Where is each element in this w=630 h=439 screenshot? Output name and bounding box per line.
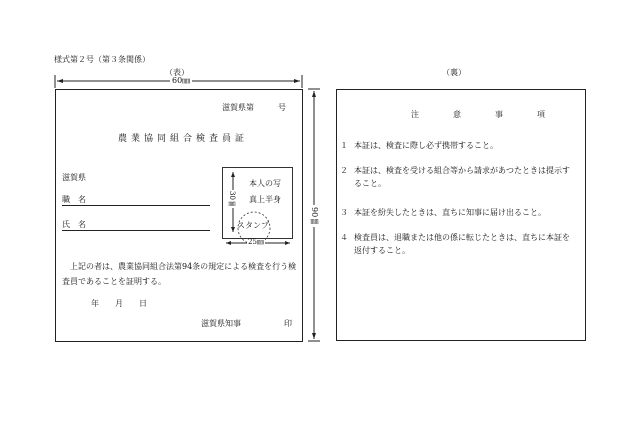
note-text: 検査員は、退職または他の係に転じたときは、直ちに本証を返付すること。	[354, 233, 570, 255]
certificate-number: 滋賀県第 号	[222, 103, 286, 112]
prefecture-label: 滋賀県	[62, 173, 86, 182]
note-number: ４	[340, 233, 348, 242]
issuer-name: 滋賀県知事	[201, 319, 241, 328]
photo-caption-line1: 本人の写	[249, 179, 281, 188]
note-number: ２	[340, 166, 348, 175]
photo-width-label: 25㎜	[248, 238, 264, 246]
note-item-1	[340, 139, 574, 152]
note-item-3	[340, 206, 574, 219]
note-text: 本証を紛失したときは、直ちに知事に届け出ること。	[354, 208, 546, 217]
note-item-4	[340, 231, 574, 257]
stamp-label: スタンプ	[237, 221, 269, 230]
note-item-2	[340, 164, 574, 190]
height-dimension-label: 90㎜	[310, 207, 319, 226]
photo-caption-line2: 真上半身	[249, 195, 281, 204]
notes-title: 注 意 事 項	[411, 110, 558, 119]
card-title: 農業協同組合検査員証	[118, 134, 249, 144]
seal-mark: 印	[284, 319, 292, 328]
issue-date: 年 月 日	[91, 299, 147, 308]
photo-height-label: 30㎜	[228, 191, 236, 207]
note-number: １	[340, 141, 348, 150]
position-label: 職 名	[62, 195, 86, 204]
form-number: 様式第２号（第３条関係）	[54, 55, 150, 64]
back-side-label: （裏）	[442, 68, 466, 77]
front-side-label: （表）	[165, 68, 189, 77]
note-text: 本証は、検査に際し必ず携帯すること。	[354, 141, 498, 150]
width-dimension-label: 60㎜	[172, 76, 191, 85]
certification-text: 上記の者は、農業協同組合法第94条の規定による検査を行う検査員であることを証明する。	[62, 262, 297, 286]
note-text: 本証は、検査を受ける組合等から請求があつたときは提示すること。	[354, 166, 570, 188]
name-label: 氏 名	[62, 220, 86, 229]
note-number: ３	[340, 208, 348, 217]
